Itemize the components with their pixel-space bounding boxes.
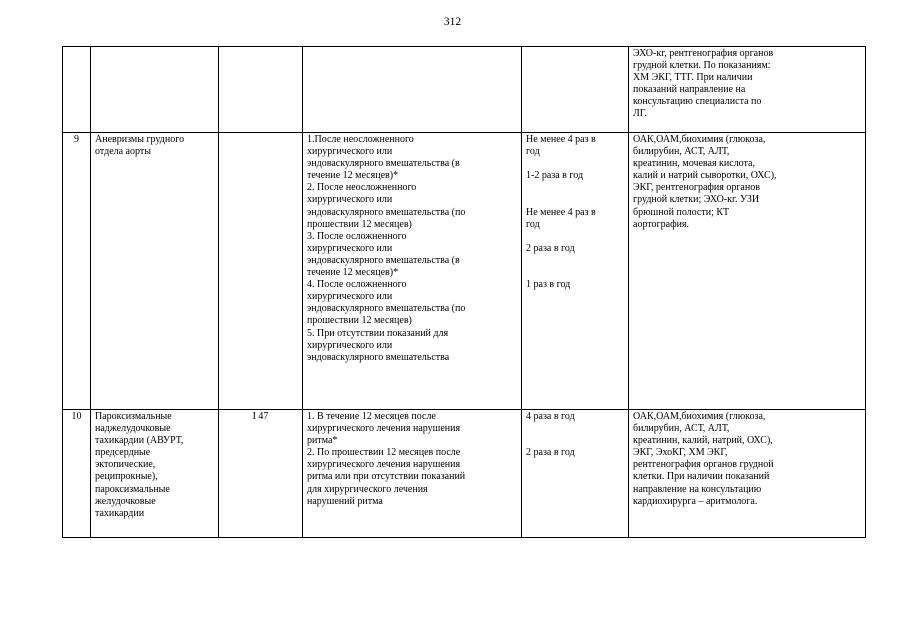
cell-condition [91,410,219,538]
text-line: 1-2 раза в год [526,170,584,182]
text-line [526,255,624,267]
cell-exams [629,410,866,538]
cell-indication [303,410,522,538]
text-line: ЭКГ, ЭхоКГ, ХМ ЭКГ, [633,447,728,459]
cell-indication [303,47,522,133]
table-row-continuation [63,47,866,133]
text-line: год [526,146,540,158]
text-line: хирургического или [307,194,393,206]
text-line: клетки. При наличии показаний [633,471,770,483]
text-line [526,435,624,447]
cell-frequency [522,47,629,133]
text-line: ХМ ЭКГ, ТТГ. При наличии [633,72,753,84]
text-line: 1.После неосложненного [307,134,414,145]
text-line: кардиохирурга – аритмолога. [633,495,758,507]
text-line [526,267,624,279]
row-number: 10 [63,410,91,538]
cell-exams [629,47,866,133]
cell-frequency [522,410,629,538]
text-line: реципрокные), [95,471,158,483]
text-line: хирургического лечения нарушения [307,459,461,471]
text-line: 1. В течение 12 месяцев после [307,411,436,422]
text-line: консультацию специалиста по [633,96,762,108]
guideline-table [62,46,866,538]
text-line: Пароксизмальные [95,411,172,422]
cell-indication [303,133,522,410]
cell-condition [91,133,219,410]
text-line: хирургического лечения нарушения [307,423,461,435]
text-line [526,231,624,243]
text-line: Не менее 4 раз в [526,134,596,145]
cell-code [219,133,303,410]
text-line: течение 12 месяцев)* [307,170,399,182]
text-line: грудной клетки; ЭХО-кг. УЗИ [633,194,760,206]
text-line: 3. После осложненного [307,230,407,242]
text-line: течение 12 месяцев)* [307,267,399,279]
text-line: прошествии 12 месяцев) [307,315,412,327]
cell-number [63,47,91,133]
text-line: калий и натрий сыворотки, ОХС), [633,170,777,182]
text-line: ЭХО-кг, рентгенография органов [633,48,774,59]
text-line: для хирургического лечения [307,483,428,495]
text-line: креатинин, мочевая кислота, [633,158,755,170]
text-line: брюшной полости; КТ [633,206,730,218]
text-line: грудной клетки. По показаниям: [633,60,771,72]
text-line: аортография. [633,218,690,230]
text-line: наджелудочковые [95,423,171,435]
text-line: эндоваскулярного вмешательства [307,351,450,363]
text-line: 2 раза в год [526,242,575,254]
text-line: эндоваскулярного вмешательства (по [307,303,466,315]
text-line: рентгенография органов грудной [633,459,774,471]
cell-exams [629,133,866,410]
row-number: 9 [63,133,91,410]
text-line: желудочковые [95,495,156,507]
text-line: 5. При отсутствии показаний для [307,327,449,339]
text-line: билирубин, АСТ, АЛТ, [633,146,730,158]
text-line: показаний направление на [633,84,746,96]
text-line [526,182,624,194]
text-line: 4 раза в год [526,411,575,422]
text-line: ОАК,ОАМ,биохимия (глюкоза, [633,134,766,145]
text-line: 1 раз в год [526,279,571,291]
text-line: эндоваскулярного вмешательства (в [307,158,460,170]
text-line: предсердные [95,447,151,459]
text-line: хирургического или [307,339,393,351]
text-line: тахикардии [95,507,145,519]
text-line [526,423,624,435]
text-line: креатинин, калий, натрий, ОХС), [633,435,773,447]
text-line: хирургического или [307,146,393,158]
text-line: ЭКГ, рентгенография органов [633,182,760,194]
text-line: Не менее 4 раз в [526,206,596,218]
text-line: пароксизмальные [95,483,170,495]
text-line: тахикардии (АВУРТ, [95,435,184,447]
text-line: ОАК,ОАМ,биохимия (глюкоза, [633,411,766,422]
cell-code: I 47 [219,410,303,538]
text-line: год [526,218,540,230]
text-line: прошествии 12 месяцев) [307,218,412,230]
text-line: ЛГ. [633,108,647,120]
text-line: хирургического или [307,242,393,254]
text-line: направление на консультацию [633,483,762,495]
text-line: эндоваскулярного вмешательства (по [307,206,466,218]
text-line: ритма или при отсутствии показаний [307,471,466,483]
text-line: Аневризмы грудного [95,134,185,145]
cell-condition [91,47,219,133]
text-line: отдела аорты [95,146,151,158]
text-line [526,194,624,206]
text-line: эндоваскулярного вмешательства (в [307,254,460,266]
cell-code [219,47,303,133]
text-line: 2. После неосложненного [307,182,417,194]
page-number: 312 [443,16,462,28]
table-row-10 [63,410,866,538]
text-line: 4. После осложненного [307,279,407,291]
text-line: 2. По прошествии 12 месяцев после [307,447,461,459]
cell-frequency [522,133,629,410]
text-line [526,158,624,170]
text-line: 2 раза в год [526,447,575,459]
text-line: билирубин, АСТ, АЛТ, [633,423,730,435]
text-line: нарушений ритма [307,495,383,507]
table-row-9 [63,133,866,410]
text-line: ритма* [307,435,338,447]
text-line: эктопические, [95,459,156,471]
text-line: хирургического или [307,291,393,303]
